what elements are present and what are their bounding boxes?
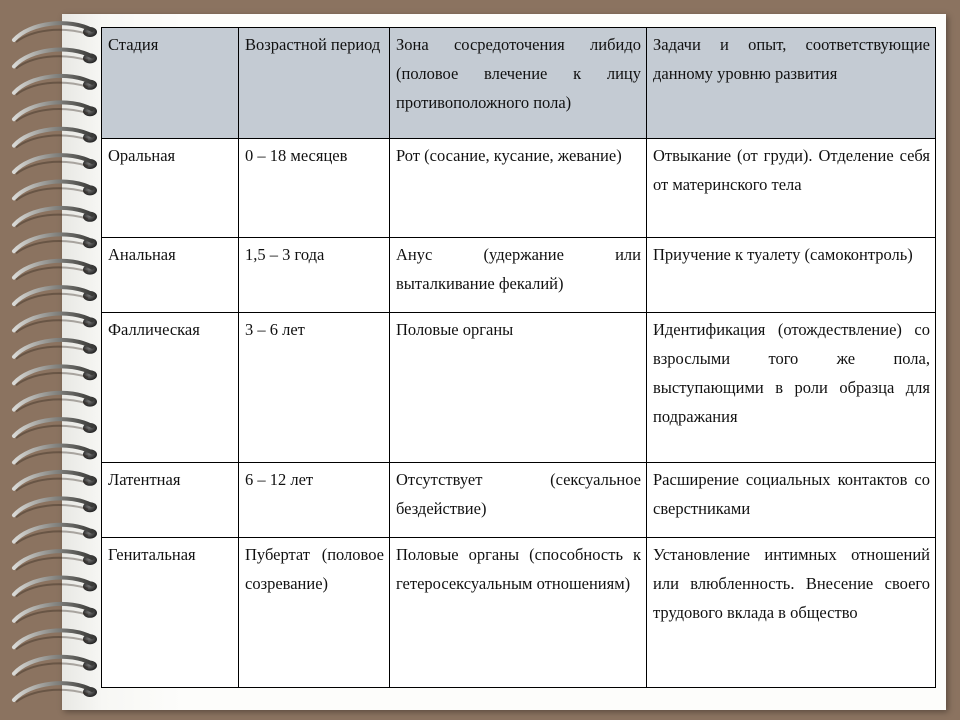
cell-zone: Половые органы (способность к гетеросексуальным отношениям)	[390, 538, 647, 688]
table-row	[102, 238, 936, 313]
table-row	[102, 463, 936, 538]
header-libido-zone: Зона сосредоточения либидо (половое влечение к лицу противоположного пола)	[390, 28, 647, 139]
cell-tasks: Расширение социальных контактов со сверстниками	[647, 463, 936, 538]
cell-tasks: Приучение к туалету (самоконтроль)	[647, 238, 936, 313]
table-row	[102, 538, 936, 688]
header-tasks: Задачи и опыт, соответствующие данному уровню развития	[647, 28, 936, 139]
header-stage: Стадия	[102, 28, 239, 139]
spiral-binding-icon	[0, 0, 110, 720]
cell-stage: Латентная	[102, 463, 239, 538]
psychosexual-stages-table	[101, 27, 936, 688]
cell-tasks: Идентификация (отождествление) со взрослыми того же пола, выступающими в роли образца для подражания	[647, 313, 936, 463]
cell-stage: Оральная	[102, 139, 239, 238]
cell-stage: Фаллическая	[102, 313, 239, 463]
cell-tasks: Установление интимных отношений или влюбленность. Внесение своего трудового вклада в общество	[647, 538, 936, 688]
table-row	[102, 313, 936, 463]
cell-age: 1,5 – 3 года	[239, 238, 390, 313]
cell-zone: Рот (сосание, кусание, жевание)	[390, 139, 647, 238]
cell-zone: Анус (удержание или выталкивание фекалий)	[390, 238, 647, 313]
cell-age: 3 – 6 лет	[239, 313, 390, 463]
cell-age: 0 – 18 месяцев	[239, 139, 390, 238]
cell-zone: Отсутствует (сексуальное бездействие)	[390, 463, 647, 538]
cell-tasks: Отвыкание (от груди). Отделение себя от материнского тела	[647, 139, 936, 238]
cell-age: Пубертат (половое созревание)	[239, 538, 390, 688]
cell-zone: Половые органы	[390, 313, 647, 463]
cell-age: 6 – 12 лет	[239, 463, 390, 538]
cell-stage: Анальная	[102, 238, 239, 313]
table-header-row	[102, 28, 936, 139]
table-row	[102, 139, 936, 238]
cell-stage: Генитальная	[102, 538, 239, 688]
header-age-period: Возрастной период	[239, 28, 390, 139]
